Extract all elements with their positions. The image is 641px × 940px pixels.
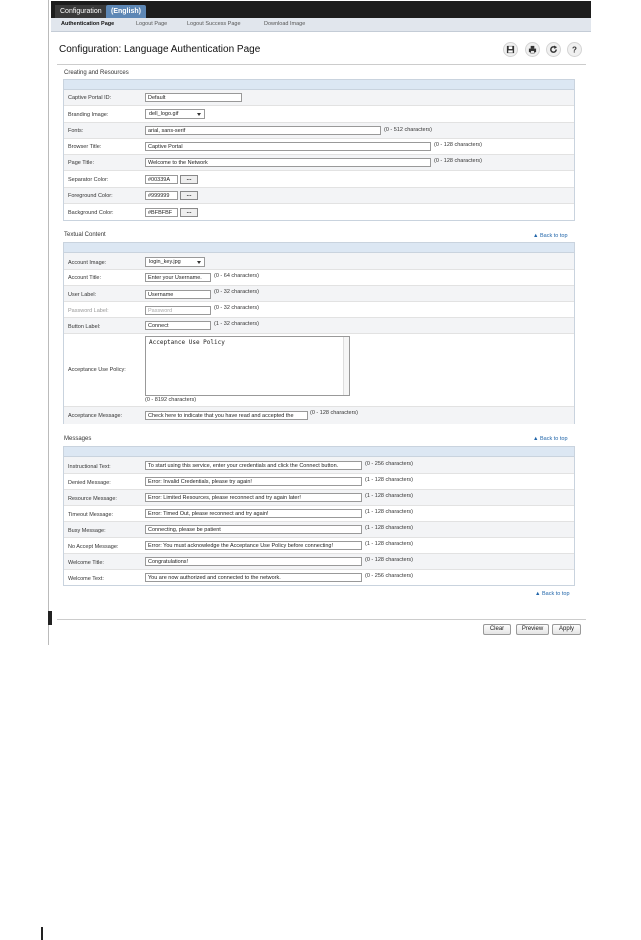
tab-configuration[interactable]: Configuration — [55, 5, 107, 18]
row-welcome-title — [64, 554, 574, 570]
row-captive-portal-id — [64, 90, 574, 106]
preview-button[interactable]: Preview — [516, 624, 549, 635]
row-resource-message — [64, 490, 574, 506]
field-label: Acceptance Message: — [68, 413, 123, 419]
chevron-down-icon — [197, 113, 201, 116]
help-icon[interactable] — [567, 42, 582, 57]
field-label: User Label: — [68, 292, 97, 298]
welcome-title-hint: (0 - 128 characters) — [365, 557, 413, 563]
background-color-picker-button[interactable]: ... — [180, 208, 198, 217]
timeout-message-input[interactable]: Error: Timed Out, please reconnect and try again! — [145, 509, 362, 518]
field-label: Button Label: — [68, 324, 101, 330]
field-label: Branding Image: — [68, 112, 109, 118]
row-password-label — [64, 302, 574, 318]
user-label-input[interactable]: Username — [145, 290, 211, 299]
field-label: Welcome Title: — [68, 560, 104, 566]
field-label: Password Label: — [68, 308, 109, 314]
button-label-hint: (1 - 32 characters) — [214, 321, 259, 327]
panel-header — [64, 243, 574, 253]
field-label: Timeout Message: — [68, 512, 114, 518]
section-title-messages: Messages — [64, 436, 92, 442]
branding-image-select[interactable] — [145, 109, 205, 119]
row-button-label — [64, 318, 574, 334]
row-page-title — [64, 155, 574, 171]
busy-message-input[interactable]: Connecting, please be patient — [145, 525, 362, 534]
fonts-hint: (0 - 512 characters) — [384, 127, 432, 133]
fonts-input[interactable]: arial, sans-serif — [145, 126, 381, 135]
welcome-text-hint: (0 - 256 characters) — [365, 573, 413, 579]
refresh-icon[interactable] — [546, 42, 561, 57]
row-instructional-text — [64, 457, 574, 474]
title-divider — [57, 64, 586, 65]
captive-portal-id-input[interactable]: Default — [145, 93, 242, 102]
row-foreground-color — [64, 188, 574, 204]
left-border-line — [48, 0, 49, 645]
welcome-title-input[interactable]: Congratulations! — [145, 557, 362, 566]
separator-color-input[interactable]: #00339A — [145, 175, 178, 184]
svg-text:?: ? — [572, 45, 577, 54]
panel-header — [64, 80, 574, 90]
back-to-top-label: Back to top — [541, 591, 570, 597]
back-to-top-label: Back to top — [539, 233, 568, 239]
save-icon[interactable] — [503, 42, 518, 57]
no-accept-message-input[interactable]: Error: You must acknowledge the Acceptance Use Policy before connecting! — [145, 541, 362, 550]
acceptance-use-policy-hint: (0 - 8192 characters) — [145, 397, 197, 403]
subtab-download-image[interactable]: Download Image — [264, 21, 306, 27]
browser-title-input[interactable]: Captive Portal — [145, 142, 431, 151]
instructional-text-hint: (0 - 256 characters) — [365, 461, 413, 467]
section-title-creation: Creating and Resources — [64, 70, 129, 76]
messages-panel — [63, 446, 575, 586]
top-nav-bar — [51, 1, 591, 18]
resource-message-hint: (1 - 128 characters) — [365, 493, 413, 499]
row-denied-message — [64, 474, 574, 490]
field-label: Captive Portal ID: — [68, 95, 112, 101]
subtab-authentication-page[interactable]: Authentication Page — [61, 21, 115, 27]
select-value: login_key.jpg — [149, 259, 181, 265]
section-title-textual: Textual Content — [64, 232, 106, 238]
field-label: Resource Message: — [68, 496, 117, 502]
field-label: No Accept Message: — [68, 544, 119, 550]
field-label: Account Image: — [68, 260, 107, 266]
field-label: Acceptance Use Policy: — [68, 367, 126, 373]
subtab-logout-success-page[interactable]: Logout Success Page — [187, 21, 241, 27]
browser-title-hint: (0 - 128 characters) — [434, 142, 482, 148]
separator-color-picker-button[interactable]: ... — [180, 175, 198, 184]
print-icon[interactable] — [525, 42, 540, 57]
left-marker — [48, 611, 52, 625]
row-acceptance-use-policy — [64, 334, 574, 407]
row-busy-message — [64, 522, 574, 538]
acceptance-use-policy-textarea[interactable] — [145, 336, 350, 396]
instructional-text-input[interactable]: To start using this service, enter your credentials and click the Connect button. — [145, 461, 362, 470]
acceptance-message-input[interactable]: Check here to indicate that you have read and accepted the — [145, 411, 308, 420]
row-welcome-text — [64, 570, 574, 586]
creation-panel — [63, 79, 575, 221]
select-value: dell_logo.gif — [149, 111, 179, 117]
row-browser-title — [64, 139, 574, 155]
row-account-title — [64, 270, 574, 286]
foreground-color-input[interactable]: #999999 — [145, 191, 178, 200]
field-label: Denied Message: — [68, 480, 111, 486]
field-label: Background Color: — [68, 210, 114, 216]
row-account-image — [64, 253, 574, 270]
clear-button[interactable]: Clear — [483, 624, 511, 635]
field-label: Fonts: — [68, 128, 84, 134]
back-to-top-link[interactable]: ▲ Back to top — [533, 436, 568, 442]
foreground-color-picker-button[interactable]: ... — [180, 191, 198, 200]
no-accept-message-hint: (1 - 128 characters) — [365, 541, 413, 547]
field-label: Foreground Color: — [68, 193, 113, 199]
textarea-value: Acceptance Use Policy — [149, 339, 225, 346]
footer-divider — [57, 619, 586, 620]
password-label-hint: (0 - 32 characters) — [214, 305, 259, 311]
user-label-hint: (0 - 32 characters) — [214, 289, 259, 295]
background-color-input[interactable]: #BFBFBF — [145, 208, 178, 217]
row-user-label — [64, 286, 574, 302]
field-label: Welcome Text: — [68, 576, 104, 582]
textarea-scrollbar[interactable] — [343, 337, 349, 395]
acceptance-message-hint: (0 - 128 characters) — [310, 410, 358, 416]
denied-message-hint: (1 - 128 characters) — [365, 477, 413, 483]
field-label: Instructional Text: — [68, 464, 111, 470]
subtab-logout-page[interactable]: Logout Page — [136, 21, 168, 27]
chevron-down-icon — [197, 261, 201, 264]
account-title-input[interactable]: Enter your Username. — [145, 273, 211, 282]
row-no-accept-message — [64, 538, 574, 554]
sub-nav-bar — [51, 18, 591, 32]
apply-button[interactable]: Apply — [552, 624, 581, 635]
back-to-top-label: Back to top — [539, 436, 568, 442]
back-to-top-link[interactable]: ▲ Back to top — [533, 233, 568, 239]
button-label-input[interactable]: Connect — [145, 321, 211, 330]
back-to-top-link[interactable]: ▲ Back to top — [535, 591, 570, 597]
row-background-color — [64, 204, 574, 221]
timeout-message-hint: (1 - 128 characters) — [365, 509, 413, 515]
field-label: Separator Color: — [68, 177, 109, 183]
field-label: Busy Message: — [68, 528, 106, 534]
account-image-select[interactable] — [145, 257, 205, 267]
field-label: Account Title: — [68, 275, 102, 281]
page-title: Configuration: Language Authentication Page — [59, 44, 261, 55]
denied-message-input[interactable]: Error: Invalid Credentials, please try again! — [145, 477, 362, 486]
welcome-text-input[interactable]: You are now authorized and connected to the network. — [145, 573, 362, 582]
page-title-hint: (0 - 128 characters) — [434, 158, 482, 164]
page-title-input[interactable]: Welcome to the Network — [145, 158, 431, 167]
tab-language-english[interactable]: (English) — [106, 5, 146, 18]
password-label-input[interactable]: Password — [145, 306, 211, 315]
textual-panel — [63, 242, 575, 424]
field-label: Page Title: — [68, 160, 94, 166]
account-title-hint: (0 - 64 characters) — [214, 273, 259, 279]
footer-marker — [41, 927, 43, 940]
row-fonts — [64, 123, 574, 139]
busy-message-hint: (1 - 128 characters) — [365, 525, 413, 531]
row-branding-image — [64, 106, 574, 123]
panel-header — [64, 447, 574, 457]
row-timeout-message — [64, 506, 574, 522]
row-acceptance-message — [64, 407, 574, 424]
resource-message-input[interactable]: Error: Limited Resources, please reconnect and try again later! — [145, 493, 362, 502]
row-separator-color — [64, 171, 574, 188]
field-label: Browser Title: — [68, 144, 102, 150]
